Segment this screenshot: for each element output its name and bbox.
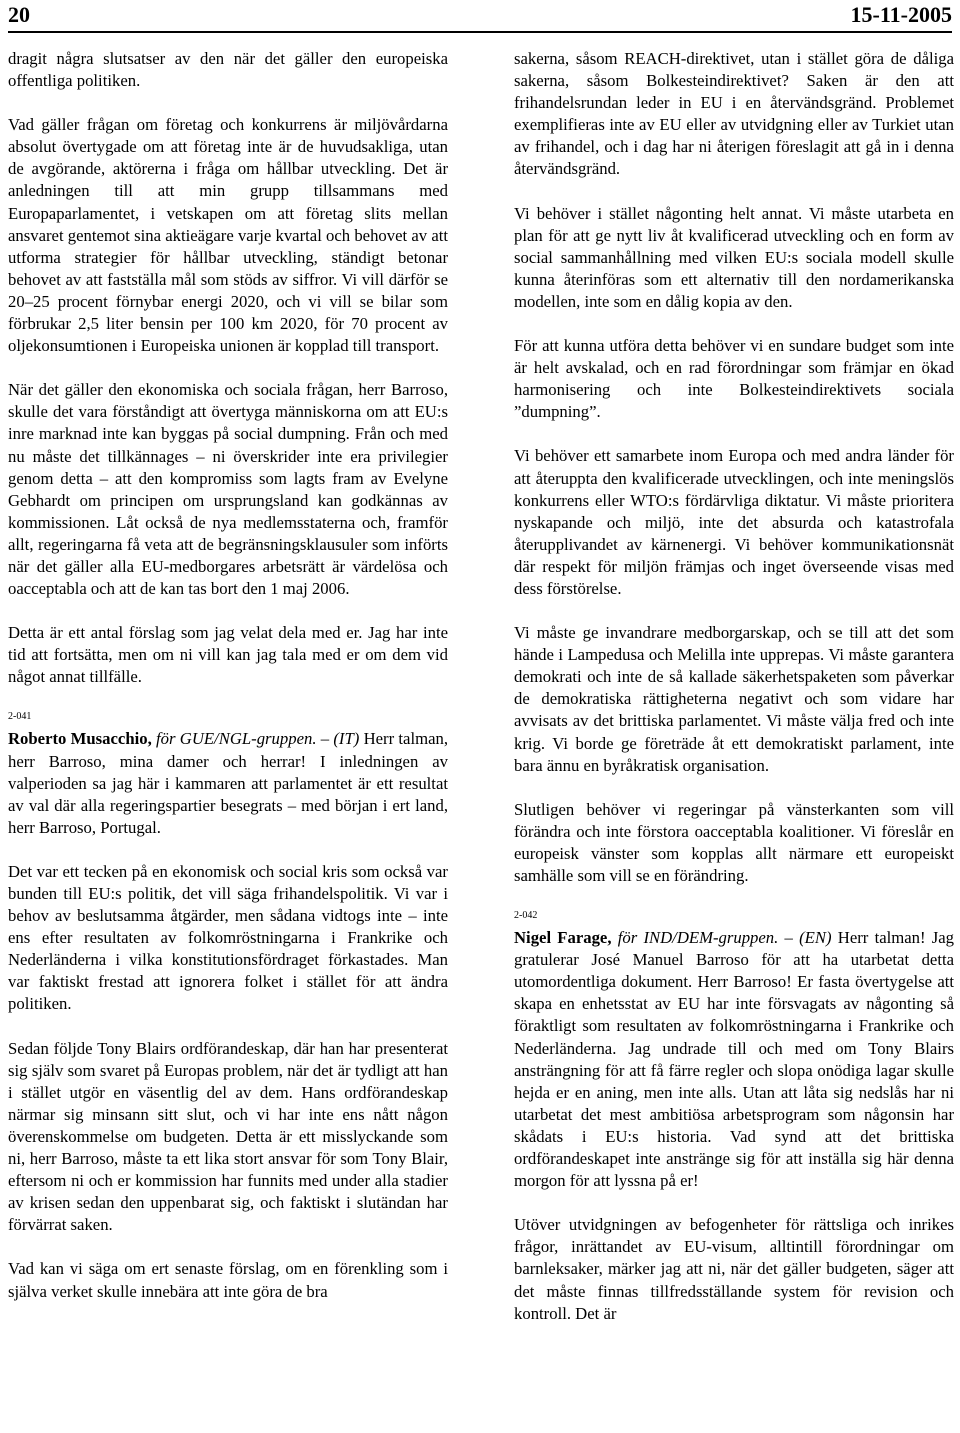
speech-text: Herr talman, herr Barroso, mina damer och herrar! I inledningen av valperioden sa jag här i kammaren att parlamentet är ett resultat av val där alla regeringspartier besegrats – med början i ert land, herr Barroso, Portugal.	[8, 729, 449, 837]
speech-code: 2-042	[514, 910, 538, 922]
paragraph: Vad kan vi säga om ert senaste förslag, om en förenkling som i själva verket skulle innebära att inte göra de bra	[8, 1259, 448, 1301]
speaker-name: Nigel Farage,	[514, 928, 612, 948]
speaker-group: för IND/DEM-gruppen. – (EN)	[617, 928, 832, 948]
paragraph: För att kunna utföra detta behöver vi en sundare budget som inte är helt avskalad, och en rad förordningar som främjar en ökad harmonisering och inte Bolkesteindirektivets sociala ”dumpning”.	[514, 336, 954, 422]
paragraph: Vi behöver i stället någonting helt annat. Vi måste utarbeta en plan för att ge nytt liv åt kvalificerad utveckling och en form av social sammanhållning med vilken EU:s sociala modell skulle kunna återinföras som ett alternativ till den nordamerikanska modellen, inte som en dålig kopia av den.	[514, 203, 954, 311]
document-date: 15-11-2005	[850, 2, 952, 27]
page-header	[8, 0, 952, 30]
speaker-name: Roberto Musacchio,	[8, 729, 152, 749]
paragraph: Slutligen behöver vi regeringar på vänsterkanten som vill förändra och inte förstora oacceptabla koalitioner. Vi föreslår en europeisk vänster som kopplas allt närmare ett europeiskt samhälle som vill se en förändring.	[514, 799, 954, 885]
speech-code: 2-041	[8, 711, 32, 723]
speech-intro	[8, 728, 448, 838]
header-divider	[8, 31, 952, 33]
paragraph: Det var ett tecken på en ekonomisk och social kris som också var bunden till EU:s politik, det vill säga frihandelspolitik. Vi var i behov av beslutsamma åtgärder, men sådana vidtogs inte – inte ens efter resultaten av folkomröstningarna i Frankrike och Nederländerna i vilka konstitutionsfördraget förkastades. Man var faktiskt frestad att ignorera folket i stället för att ändra politiken.	[8, 861, 448, 1014]
paragraph: Detta är ett antal förslag som jag velat dela med er. Jag har inte tid att fortsätta, men om ni vill kan jag tala med er om dem vid något annat tillfälle.	[8, 623, 448, 687]
speech-text: Herr talman! Jag gratulerar José Manuel Barroso för att ha utarbetat detta utomordentliga dokument. Herr Barroso! Er fasta övertygelse att skapa en enhetsstat av EU har inte försvagats av någonting så föraktligt som resultaten av folkomröstningarna i Frankrike och Nederländerna. Jag undrade till och med om Tony Blairs ansträngning för att få färre regler och slopa onödiga lagar skulle hejda er en aning, men inte alls. Utan att låta sig nedslås har ni utarbetat det mest ambitiösa arbetsprogram som någonsin har skådats i EU:s historia. Vad synd att det brittiska ordförandeskapet inte anstränge sig för att inställa sig här denna morgon för att lyssna på er!	[514, 928, 955, 1191]
right-column	[514, 48, 954, 1325]
paragraph: Vi måste ge invandrare medborgarskap, och se till att det som hände i Lampedusa och Melilla inte upprepas. Vi måste garantera demokrati och inte de så kallade säkerhetspaketen som påverkar de demokratiska rättigheterna negativt och som vidare har avvisats av det brittiska parlamentet. Vi måste välja fred och inte krig. Vi borde ge företräde åt ett demokratiskt parlament, inte bara ännu en byråkratisk organisation.	[514, 623, 954, 775]
paragraph: Sedan följde Tony Blairs ordförandeskap, där han har presenterat sig själv som svaret på Europas problem, när det är tydligt att han i stället utgör en väsentlig del av dem. Hans ordförandeskap närmar sig minsann sitt slut, och vi har inte ens nått någon överenskommelse om budgeten. Detta är ett misslyckande som ni, herr Barroso, måste ta ett lika stort ansvar för som Tony Blair, eftersom ni och er kommission har funnits med under alla stadier av krisen sedan den uppenbarat sig, och faktiskt i slutändan har förvärrat saken.	[8, 1038, 448, 1235]
speech-intro	[514, 927, 954, 1192]
page-number: 20	[8, 2, 30, 27]
paragraph: Vi behöver ett samarbete inom Europa och med andra länder för att återuppta den kvalificerade utvecklingen, och inte meningslös konkurrens eller WTO:s fördärvliga diktatur. Vi måste prioritera nyskapande och miljö, inte det absurda och katastrofala återupplivandet av kärnenergi. Vi behöver kommunikationsnät där respekt för miljön främjas och inget överseende visas med dess förstörelse.	[514, 446, 954, 598]
paragraph: dragit några slutsatser av den när det gäller den europeiska offentliga politiken.	[8, 49, 448, 91]
left-column	[8, 48, 448, 1303]
paragraph: Vad gäller frågan om företag och konkurrens är miljövårdarna absolut övertygade om att företag inte är de huvudsakliga, utan de avgörande, aktörerna i fråga om hållbar utveckling. Det är anledningen till att min grupp tillsammans med Europaparlamentet, i vetskapen om att företag slits mellan ansvaret gentemot sina aktieägare varje kvartal och behovet av att utforma strategier för hållbar utveckling, ständigt betonar behovet av att fastställa mål som stöds av siffror. Vi vill därför se 20–25 procent förnybar energi 2020, och vi vill se bilar som förbrukar 2,5 liter bensin per 100 km 2020, för 70 procent av oljekonsumtionen i Europeiska unionen är kopplad till transport.	[8, 115, 448, 356]
paragraph: Utöver utvidgningen av befogenheter för rättsliga och inrikes frågor, inrättandet av EU-visum, alltintill förordningar om barnleksaker, märker jag att ni, när det gäller budgeten, säger att det måste finnas tillfredsställande system för revision och kontroll. Det är	[514, 1215, 954, 1323]
paragraph: sakerna, såsom REACH-direktivet, utan i stället göra de dåliga sakerna, såsom Bolkesteindirektivet? Saken är den att frihandelsrundan leder in EU i en återvändsgränd. Problemet exemplifieras inte av EU eller av utvidgning eller av Turkiet utan av frihandel, och i dag har ni återigen föreslagit att gå in i denna återvändsgränd.	[514, 49, 954, 179]
speaker-group: för GUE/NGL-gruppen. – (IT)	[156, 729, 360, 749]
paragraph: När det gäller den ekonomiska och sociala frågan, herr Barroso, skulle det vara förståndigt att övertyga människorna om att EU:s inre marknad inte kan byggas på social dumpning. Från och med nu måste det tillkännages – ni överskrider inte era privilegier genom detta – att den kompromiss som lagts fram av Evelyne Gebhardt om principen om ursprungsland kan godkännas av kommissionen. Låt också de nya medlemsstaterna och, framför allt, regeringarna få veta att de begränsningsklausuler som införts när det gäller alla EU-medborgares arbetsrätt är värdelösa och oacceptabla och att de kan tas bort den 1 maj 2006.	[8, 380, 448, 599]
